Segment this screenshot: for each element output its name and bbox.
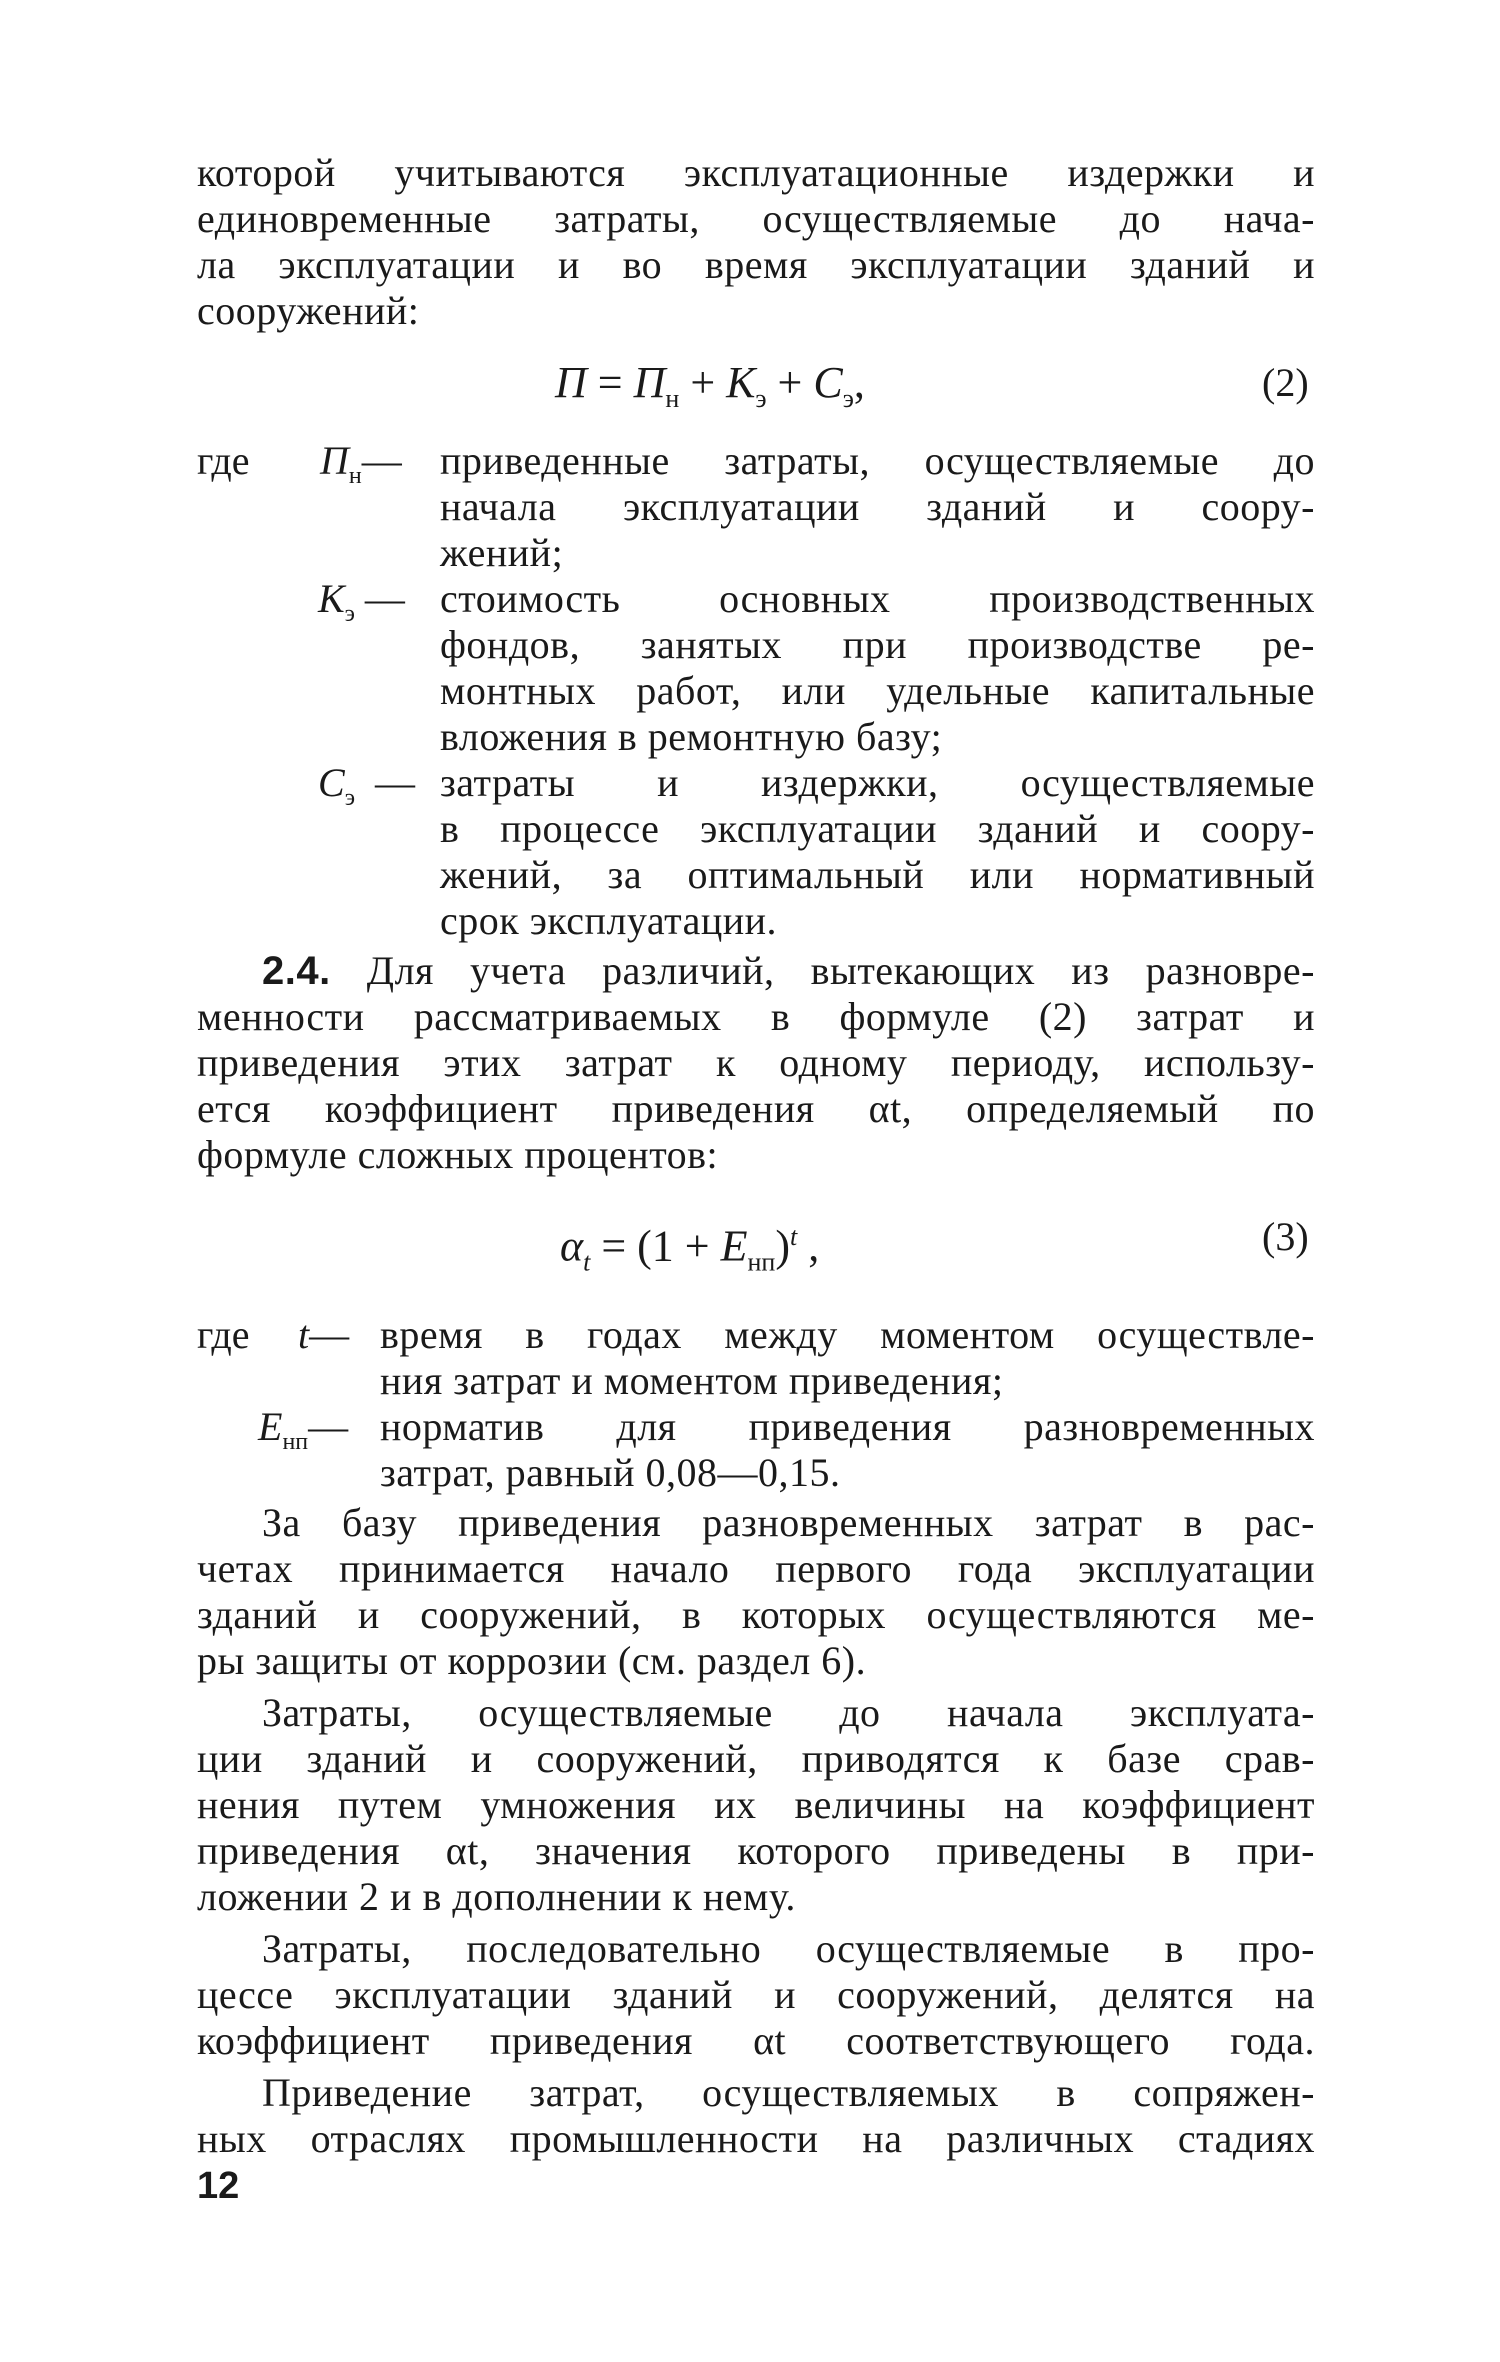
text-line: ры защиты от коррозии (см. раздел 6). [197,1638,867,1683]
definition-line: норматив для приведения разновременных [380,1404,1315,1449]
text-line: ла эксплуатации и во время эксплуатации зданий и [197,242,1315,287]
definition-line: жений, за оптимальный или нормативный [440,852,1315,897]
symbol-t: t— [298,1312,350,1357]
definition-line: начала эксплуатации зданий и соору- [440,484,1315,529]
text-line: ных отраслях промышленности на различных стадиях [197,2116,1315,2161]
text-line: нения путем умножения их величины на коэффициент [197,1782,1315,1827]
formula-3: $\alpha_t = (1 + E_{нп})^t$ , [560,1221,820,1277]
text-line: которой учитываются эксплуатационные издержки и [197,150,1315,195]
where-label: где [197,1312,250,1357]
text-line: ложении 2 и в дополнении к нему. [197,1874,796,1919]
symbol-enp: $E_{нп}—$ [258,1404,349,1455]
text-line: Затраты, осуществляемые до начала эксплуата- [262,1690,1315,1735]
symbol-ke: $К_э$ — [318,576,405,627]
text-line: ется коэффициент приведения αt, определяемый по [197,1086,1315,1131]
definition-line: вложения в ремонтную базу; [440,714,943,759]
section-2-4-first-line: 2.4. Для учета различий, вытекающих из разновре- [262,948,1315,993]
text-line: приведения αt, значения которого приведены в при- [197,1828,1315,1873]
equation-number-3: (3) [1262,1214,1309,1259]
text-line: менности рассматриваемых в формуле (2) затрат и [197,994,1315,1039]
text-line: сооружений: [197,288,420,333]
text-line: приведения этих затрат к одному периоду, использу- [197,1040,1315,1085]
text-line: единовременные затраты, осуществляемые до нача- [197,196,1315,241]
text-line: ции зданий и сооружений, приводятся к базе срав- [197,1736,1315,1781]
definition-line: жений; [440,530,564,575]
definition-line: в процессе эксплуатации зданий и соору- [440,806,1315,851]
text-line: зданий и сооружений, в которых осуществляются ме- [197,1592,1315,1637]
definition-line: приведенные затраты, осуществляемые до [440,438,1315,483]
formula-2: $П = П_н + К_э + С_э$, [555,358,865,413]
symbol-ce: $С_э$ — [318,760,415,811]
definition-line: затраты и издержки, осуществляемые [440,760,1315,805]
definition-line: ния затрат и моментом приведения; [380,1358,1004,1403]
definition-line: монтных работ, или удельные капитальные [440,668,1315,713]
definition-line: затрат, равный 0,08—0,15. [380,1450,841,1495]
where-label: где [197,438,250,483]
page-number: 12 [197,2165,240,2207]
text-line: За базу приведения разновременных затрат в рас- [262,1500,1315,1545]
text-line: Затраты, последовательно осуществляемые в про- [262,1926,1315,1971]
text-line: формуле сложных процентов: [197,1132,719,1177]
text-line: Приведение затрат, осуществляемых в сопряжен- [262,2070,1315,2115]
definition-line: фондов, занятых при производстве ре- [440,622,1315,667]
equation-number-2: (2) [1262,360,1309,405]
definition-line: время в годах между моментом осуществле- [380,1312,1315,1357]
symbol-pn: $П_н—$ [320,438,402,489]
definition-line: срок эксплуатации. [440,898,778,943]
definition-line: стоимость основных производственных [440,576,1315,621]
text-line: цессе эксплуатации зданий и сооружений, делятся на [197,1972,1315,2017]
text-line: четах принимается начало первого года эксплуатации [197,1546,1315,1591]
text-line: коэффициент приведения αt соответствующего года. [197,2018,1315,2063]
section-number: 2.4. [262,949,331,993]
